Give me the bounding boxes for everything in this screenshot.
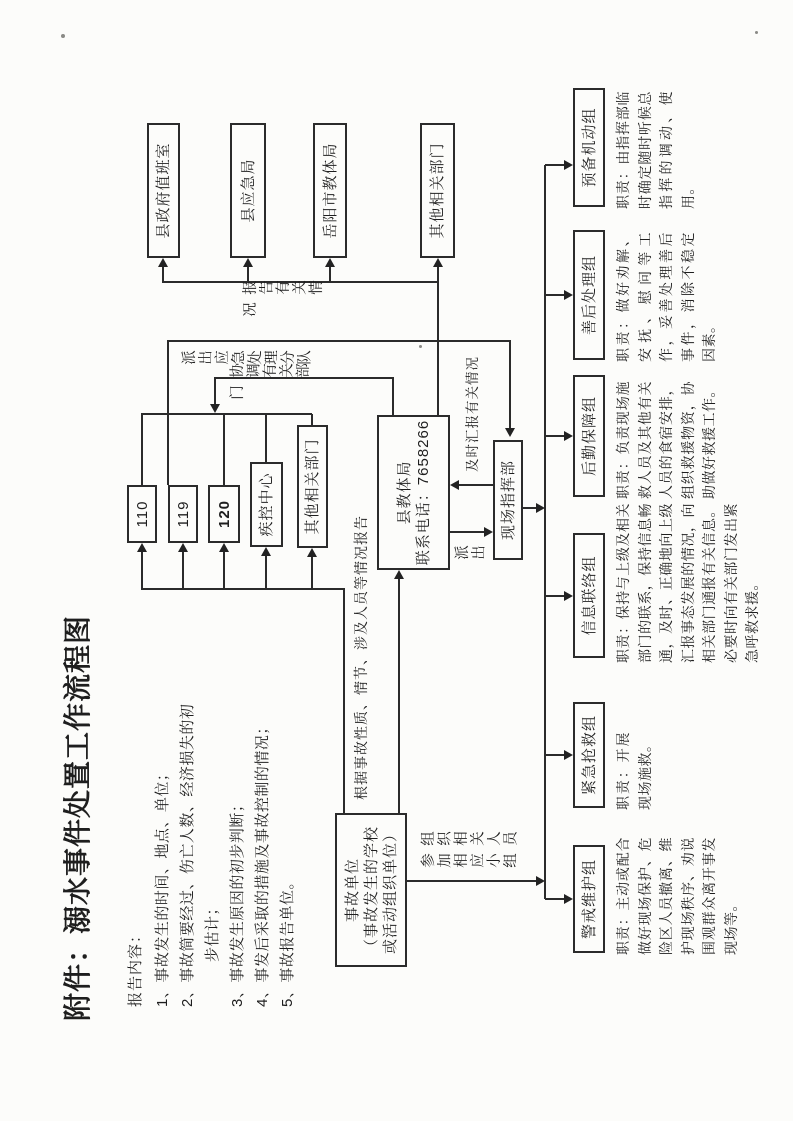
label-report-up: 及时汇报有关情况	[465, 356, 480, 472]
gov-duty-office-label: 县政府值班室	[155, 142, 172, 239]
connector-group-logistics-stem	[545, 435, 564, 437]
accident-unit-line3: 或活动组织单位）	[381, 826, 399, 955]
group-liaison-label: 信息联络组	[580, 555, 598, 636]
unit-110-label: 110	[133, 500, 151, 528]
arrowhead-dispatch	[484, 527, 493, 537]
connector-coordinate-other	[311, 414, 313, 425]
node-city-education-bureau	[313, 123, 347, 258]
node-group-reserve	[573, 88, 605, 207]
node-unit-cdc	[250, 462, 283, 547]
connector-group-aftermath-stem	[545, 294, 564, 296]
connector-detachment-into-command	[509, 340, 511, 428]
connector-report-up	[459, 484, 493, 486]
group-rescue-label: 紧急抢救组	[580, 715, 598, 796]
node-unit-119	[168, 485, 198, 543]
unit-120-label: 120	[215, 499, 233, 529]
node-county-education-bureau	[377, 415, 450, 570]
node-group-security	[573, 845, 605, 953]
node-unit-120	[208, 485, 240, 543]
connector-detachment-drop	[167, 340, 510, 342]
connector-to-120	[223, 552, 225, 589]
label-report-situation: 报告有关情况	[242, 281, 325, 319]
node-other-related-departments	[420, 123, 455, 258]
report-item-3: 3、事故发生原因的初步判断；	[229, 796, 246, 1007]
connector-group-reserve-stem	[545, 164, 564, 166]
connector-to-110	[141, 552, 143, 589]
group-aftermath-label: 善后处理组	[580, 255, 598, 336]
node-gov-duty-office	[147, 123, 180, 258]
unit-119-label: 119	[174, 500, 192, 528]
node-onsite-command	[493, 440, 523, 560]
connector-to-other-mid	[311, 557, 313, 589]
connector-dispatch	[450, 531, 484, 533]
arrowhead-report-up	[450, 480, 459, 490]
connector-to-cdc	[265, 556, 267, 589]
arrowhead-to-110	[137, 543, 147, 552]
report-item-4: 4、事发后采取的措施及事故控制的情况；	[254, 719, 271, 1007]
connector-alarm-bus	[141, 588, 345, 590]
arrowhead-group-liaison	[564, 591, 573, 601]
node-group-logistics	[573, 375, 605, 497]
arrowhead-command-to-bus	[536, 503, 545, 513]
unit-other-label: 其他相关部门	[304, 438, 321, 535]
emergency-bureau-label: 县应急局	[239, 158, 257, 223]
report-content-heading: 报告内容：	[127, 926, 144, 1007]
arrowhead-coordinate	[210, 404, 220, 413]
arrowhead-report-basis	[394, 570, 404, 579]
connector-coordinate-out	[392, 377, 394, 415]
arrowhead-group-aftermath	[564, 290, 573, 300]
node-group-rescue	[573, 702, 605, 808]
duty-reserve: 职责：由指挥部临时确定随时听候总指挥的调动、使用。	[615, 91, 696, 209]
scan-speck	[419, 345, 422, 348]
connector-alarm-feed	[343, 589, 345, 813]
connector-group-security-stem	[545, 898, 564, 900]
connector-coordinate-bus	[141, 413, 312, 415]
label-report-basis: 根据事故性质、情节、涉及人员等情况报告	[353, 515, 369, 800]
connector-report-gov	[162, 267, 164, 282]
arrowhead-to-other-mid	[307, 548, 317, 557]
connector-command-to-bus	[523, 507, 536, 509]
node-emergency-bureau	[230, 123, 266, 258]
connector-organize	[407, 880, 536, 882]
label-coordinate: 协调有关部门	[229, 364, 312, 402]
duty-aftermath: 职责：做好劝解、安抚、慰问等工作，妥善处理善后事件，消除不稳定因素。	[615, 232, 717, 362]
duty-security: 职责：主动或配合做好现场保护、危险区人员撤离、维护现场秩序、劝说围观群众离开事发现场等。	[615, 837, 739, 955]
node-accident-unit	[335, 813, 407, 967]
connector-coordinate-120	[223, 414, 225, 485]
connector-groups-bus	[544, 165, 546, 899]
accident-unit-line2: （事故发生的学校	[362, 826, 380, 955]
arrowhead-report-city	[325, 258, 335, 267]
node-group-aftermath	[573, 230, 605, 360]
connector-report-top-feed	[437, 267, 439, 415]
arrowhead-group-rescue	[564, 750, 573, 760]
group-logistics-label: 后勤保障组	[580, 396, 598, 477]
connector-to-119	[182, 552, 184, 589]
arrowhead-to-119	[178, 543, 188, 552]
label-dispatch: 派出	[454, 546, 487, 562]
city-education-bureau-label: 岳阳市教体局	[321, 142, 339, 239]
arrowhead-group-logistics	[564, 431, 573, 441]
group-security-label: 警戒维护组	[580, 859, 598, 940]
scan-speck	[61, 34, 65, 38]
connector-group-liaison-stem	[545, 595, 564, 597]
label-organize: 组织相关人员参加相应小组	[420, 832, 519, 870]
group-reserve-label: 预备机动组	[580, 107, 598, 188]
label-dispatch-team: 派出应急处理分队	[181, 351, 313, 367]
county-bureau-phone: 联系电话：7658266	[414, 419, 432, 566]
connector-report-basis	[398, 579, 400, 813]
county-bureau-name: 县教体局	[395, 460, 413, 525]
duty-liaison: 职责：保持与上级及相关部门的联系，保持信息畅通，及时、正确地向上级汇报事态发展的情况，向相关部门通报有关信息。必要时向有关部门发出紧急呼救求援。	[615, 503, 760, 663]
page-title: 附件：溺水事件处置工作流程图	[62, 614, 93, 1021]
arrowhead-report-other-top	[433, 258, 443, 267]
arrowhead-to-cdc	[261, 547, 271, 556]
connector-coordinate-cdc	[265, 414, 267, 462]
other-related-departments-label: 其他相关部门	[429, 142, 446, 239]
arrowhead-group-reserve	[564, 160, 573, 170]
report-content-list	[150, 689, 300, 1007]
duty-logistics: 职责：负责现场施救人员及其他有关人员的食宿安排，组织救援物资，协助做好救援工作。	[615, 381, 717, 499]
accident-unit-line1: 事故单位	[343, 858, 361, 923]
connector-group-rescue-stem	[545, 754, 564, 756]
report-item-1: 1、事故发生的时间、地点、单位；	[154, 765, 171, 1007]
report-item-2: 2、事故简要经过、伤亡人数、经济损失的初步估计；	[179, 703, 221, 1007]
node-group-liaison	[573, 533, 605, 658]
duty-rescue: 职责：开展现场施救。	[615, 732, 653, 810]
connector-coordinate-in	[214, 378, 216, 404]
arrowhead-report-emergency	[243, 258, 253, 267]
arrowhead-group-security	[564, 894, 573, 904]
arrowhead-to-120	[219, 543, 229, 552]
arrowhead-detachment	[505, 428, 515, 437]
unit-cdc-label: 疾控中心	[258, 472, 275, 537]
scan-speck	[755, 31, 758, 34]
connector-coordinate-110	[141, 414, 143, 485]
onsite-command-label: 现场指挥部	[499, 460, 517, 541]
report-item-5: 5、事故报告单位。	[279, 874, 296, 1007]
node-unit-other-departments	[297, 425, 328, 548]
arrowhead-report-gov	[158, 258, 168, 267]
node-unit-110	[127, 485, 157, 543]
